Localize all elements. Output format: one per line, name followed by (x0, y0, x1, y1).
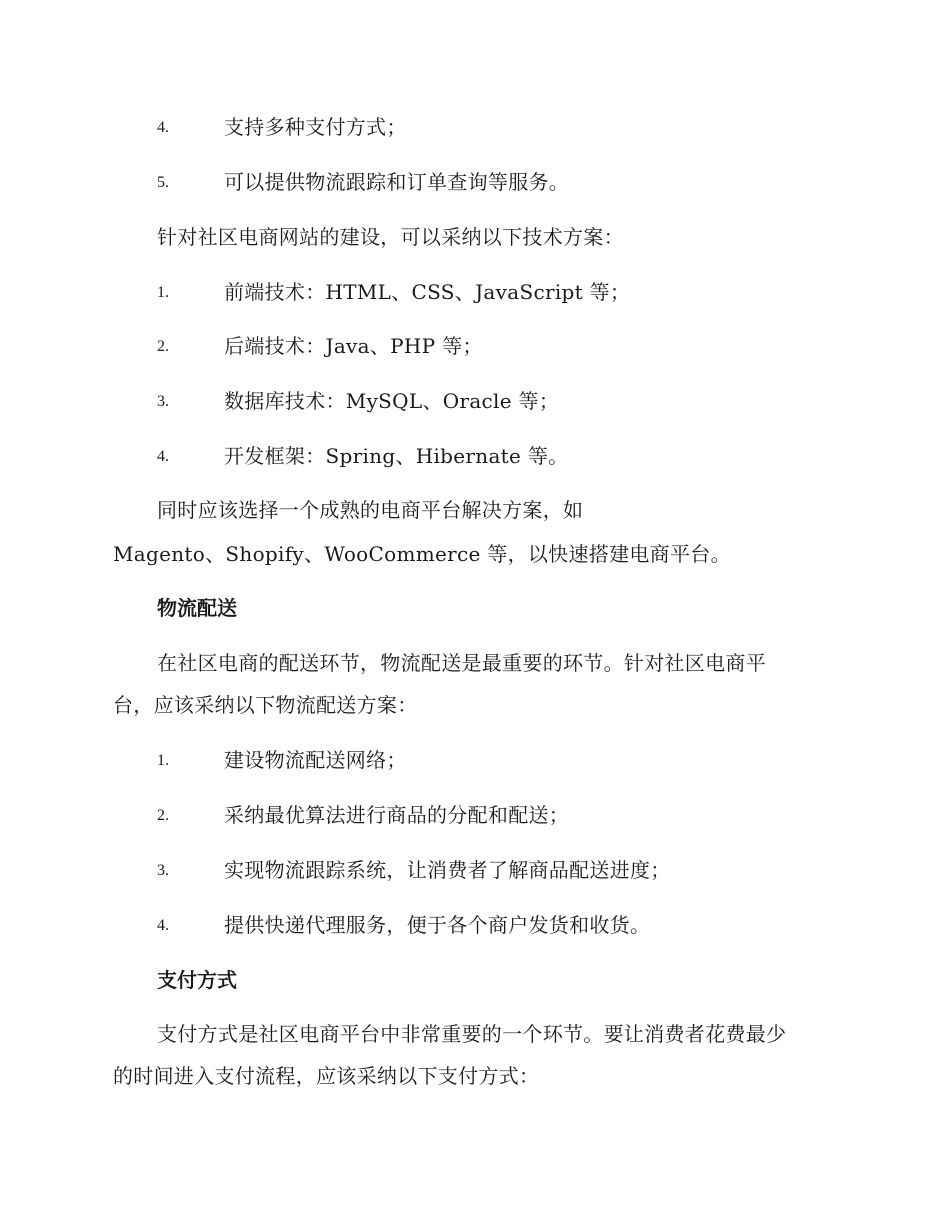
list-item: 数据库技术：MySQL、Oracle 等； (224, 389, 560, 413)
list-item: 提供快递代理服务，便于各个商户发货和收货。 (224, 913, 651, 937)
list-number: 1. (157, 752, 169, 769)
tech-intro: 针对社区电商网站的建设，可以采纳以下技术方案： (157, 225, 624, 249)
paragraph-line: 在社区电商的配送环节，物流配送是最重要的环节。针对社区电商平 (157, 651, 766, 675)
list-number: 1. (157, 284, 169, 301)
list-number: 4. (157, 917, 169, 934)
list-number: 4. (157, 448, 169, 465)
list-item: 实现物流跟踪系统，让消费者了解商品配送进度； (224, 858, 671, 882)
list-number: 2. (157, 807, 169, 824)
list-number: 2. (157, 338, 169, 355)
list-number: 4. (157, 119, 169, 136)
list-item: 前端技术：HTML、CSS、JavaScript 等； (224, 280, 631, 304)
list-item: 后端技术：Java、PHP 等； (224, 334, 483, 358)
paragraph-line: Magento、Shopify、WooCommerce 等，以快速搭建电商平台。 (113, 542, 731, 566)
paragraph-line: 同时应该选择一个成熟的电商平台解决方案，如 (157, 498, 584, 522)
list-item: 开发框架：Spring、Hibernate 等。 (224, 444, 569, 468)
list-item: 采纳最优算法进行商品的分配和配送； (224, 803, 570, 827)
paragraph-line: 支付方式是社区电商平台中非常重要的一个环节。要让消费者花费最少 (157, 1022, 787, 1046)
section-heading-payment: 支付方式 (157, 968, 237, 992)
section-heading-logistics: 物流配送 (157, 596, 237, 620)
list-item: 建设物流配送网络； (224, 748, 407, 772)
paragraph-line: 的时间进入支付流程，应该采纳以下支付方式： (113, 1064, 540, 1088)
list-item: 支持多种支付方式； (224, 115, 407, 139)
paragraph-line: 台，应该采纳以下物流配送方案： (113, 693, 418, 717)
list-number: 5. (157, 174, 169, 191)
list-number: 3. (157, 862, 169, 879)
list-number: 3. (157, 393, 169, 410)
list-item: 可以提供物流跟踪和订单查询等服务。 (224, 170, 570, 194)
